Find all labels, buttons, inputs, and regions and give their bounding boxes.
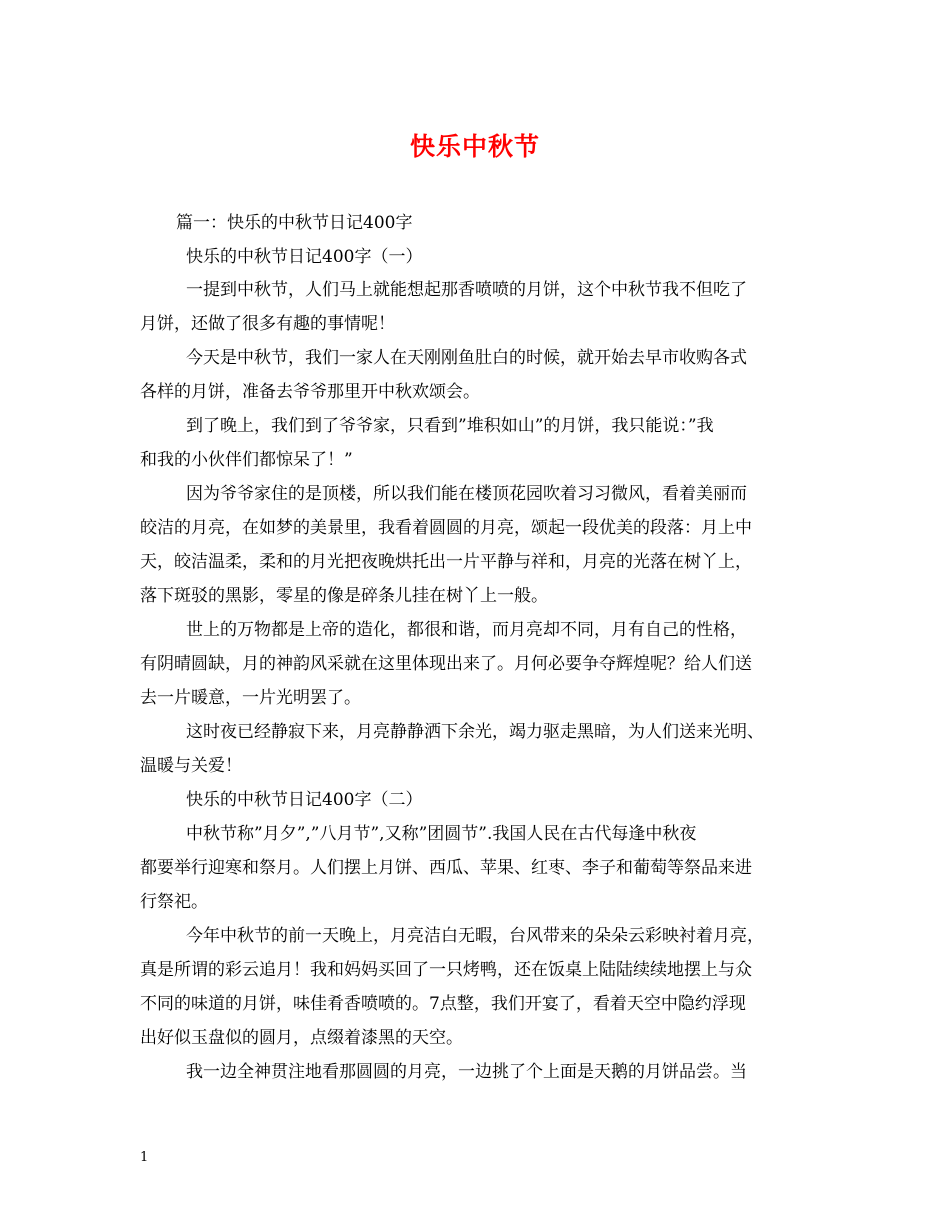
- paragraph-line: 月饼，还做了很多有趣的事情呢！: [140, 314, 395, 334]
- diary-subheading-2: 快乐的中秋节日记400字（二）: [186, 790, 423, 810]
- paragraph-line: 到了晚上，我们到了爷爷家，只看到”堆积如山”的月饼，我只能说：”我: [186, 416, 714, 436]
- diary-subheading-1: 快乐的中秋节日记400字（一）: [186, 247, 423, 267]
- paragraph-line: 这时夜已经静寂下来，月亮静静洒下余光，竭力驱走黑暗，为人们送来光明、: [186, 722, 764, 742]
- paragraph-line: 温暖与关爱！: [140, 756, 242, 776]
- paragraph-line: 天，皎洁温柔，柔和的月光把夜晚烘托出一片平静与祥和，月亮的光落在树丫上，: [140, 552, 752, 572]
- paragraph-line: 有阴晴圆缺，月的神韵风采就在这里体现出来了。月何必要争夺辉煌呢？给人们送: [140, 654, 752, 674]
- paragraph-line: 一提到中秋节，人们马上就能想起那香喷喷的月饼，这个中秋节我不但吃了: [186, 280, 747, 300]
- paragraph-line: 今天是中秋节，我们一家人在天刚刚鱼肚白的时候，就开始去早市收购各式: [186, 348, 747, 368]
- paragraph-line: 我一边全神贯注地看那圆圆的月亮，一边挑了个上面是天鹅的月饼品尝。当: [186, 1062, 747, 1082]
- page-number: 1: [140, 1150, 149, 1165]
- paragraph-line: 行祭祀。: [140, 892, 208, 912]
- paragraph-line: 都要举行迎寒和祭月。人们摆上月饼、西瓜、苹果、红枣、李子和葡萄等祭品来进: [140, 858, 752, 878]
- section-heading: 篇一：快乐的中秋节日记400字: [176, 213, 413, 233]
- paragraph-line: 皎洁的月亮，在如梦的美景里，我看着圆圆的月亮，颂起一段优美的段落：月上中: [140, 518, 752, 538]
- paragraph-line: 世上的万物都是上帝的造化，都很和谐，而月亮却不同，月有自己的性格，: [186, 620, 747, 640]
- paragraph-line: 中秋节称”月夕”,”八月节”,又称”团圆节”.我国人民在古代每逢中秋夜: [186, 824, 697, 844]
- paragraph-line: 落下斑驳的黑影，零星的像是碎条儿挂在树丫上一般。: [140, 586, 548, 606]
- paragraph-line: 去一片暖意，一片光明罢了。: [140, 688, 361, 708]
- paragraph-line: 真是所谓的彩云追月！我和妈妈买回了一只烤鸭，还在饭桌上陆陆续续地摆上与众: [140, 960, 752, 980]
- paragraph-line: 出好似玉盘似的圆月，点缀着漆黑的天空。: [140, 1028, 463, 1048]
- paragraph-line: 和我的小伙伴们都惊呆了！”: [140, 450, 353, 470]
- document-title: 快乐中秋节: [409, 132, 540, 161]
- paragraph-line: 各样的月饼，准备去爷爷那里开中秋欢颂会。: [140, 382, 480, 402]
- paragraph-line: 因为爷爷家住的是顶楼，所以我们能在楼顶花园吹着习习微风，看着美丽而: [186, 484, 747, 504]
- paragraph-line: 不同的味道的月饼，味佳肴香喷喷的。7点整，我们开宴了，看着天空中隐约浮现: [140, 994, 746, 1014]
- paragraph-line: 今年中秋节的前一天晚上，月亮洁白无暇，台风带来的朵朵云彩映衬着月亮，: [186, 926, 764, 946]
